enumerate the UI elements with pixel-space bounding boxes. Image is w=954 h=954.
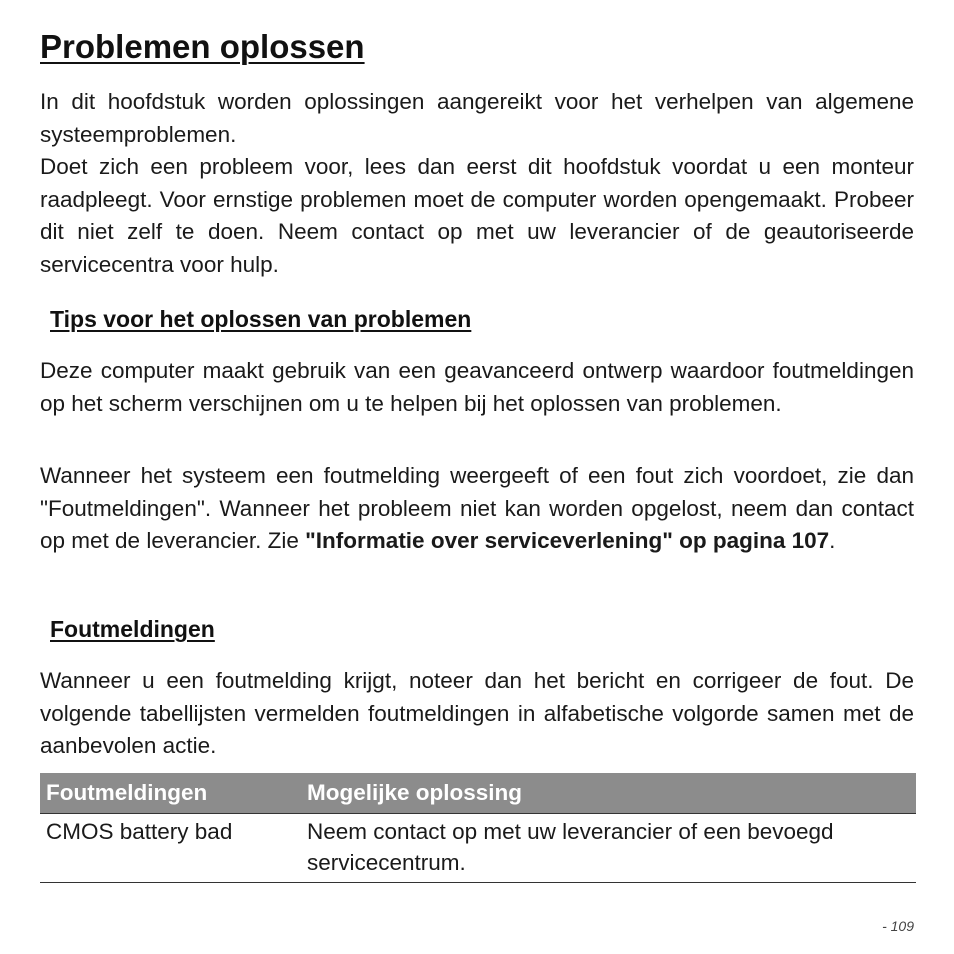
table-cell-solution: Neem contact op met uw leverancier of een bevoegd servicecentrum. bbox=[301, 814, 916, 883]
table-header-solution: Mogelijke oplossing bbox=[301, 773, 916, 814]
section-heading-tips: Tips voor het oplossen van problemen bbox=[50, 306, 472, 332]
tips-paragraph-2-text: Wanneer het systeem een foutmelding weergeeft of een fout zich voordoet, zie dan "Foutmeldingen". Wanneer het probleem niet kan worden opgelost, neem dan contact op met de leverancier. Zie bbox=[40, 463, 914, 553]
page-title: Problemen oplossen bbox=[40, 28, 365, 65]
section-heading-errors: Foutmeldingen bbox=[50, 616, 215, 642]
tips-paragraph-1: Deze computer maakt gebruik van een geavanceerd ontwerp waardoor foutmeldingen op het scherm verschijnen om u te helpen bij het oplossen van problemen. bbox=[40, 358, 914, 416]
error-messages-table bbox=[40, 773, 916, 883]
errors-paragraph-1: Wanneer u een foutmelding krijgt, noteer dan het bericht en corrigeer de fout. De volgende tabellijsten vermelden foutmeldingen in alfabetische volgorde samen met de aanbevolen actie. bbox=[40, 668, 914, 758]
table-cell-error: CMOS battery bad bbox=[40, 814, 301, 883]
intro-paragraph-2: Doet zich een probleem voor, lees dan eerst dit hoofdstuk voordat u een monteur raadpleegt. Voor ernstige problemen moet de computer worden opengemaakt. Probeer dit niet zelf te doen. Neem contact op met uw leverancier of de geautoriseerde servicecentra voor hulp. bbox=[40, 154, 914, 277]
table-header-errors: Foutmeldingen bbox=[40, 773, 301, 814]
intro-paragraph-1: In dit hoofdstuk worden oplossingen aangereikt voor het verhelpen van algemene systeemproblemen. bbox=[40, 89, 914, 147]
table-row bbox=[40, 814, 916, 883]
tips-paragraph-2 bbox=[40, 460, 914, 558]
tips-paragraph-2-end: . bbox=[829, 528, 836, 553]
service-info-link[interactable]: "Informatie over serviceverlening" op pagina 107 bbox=[305, 528, 830, 553]
page-number: - 109 bbox=[882, 918, 914, 934]
table-header-row bbox=[40, 773, 916, 814]
